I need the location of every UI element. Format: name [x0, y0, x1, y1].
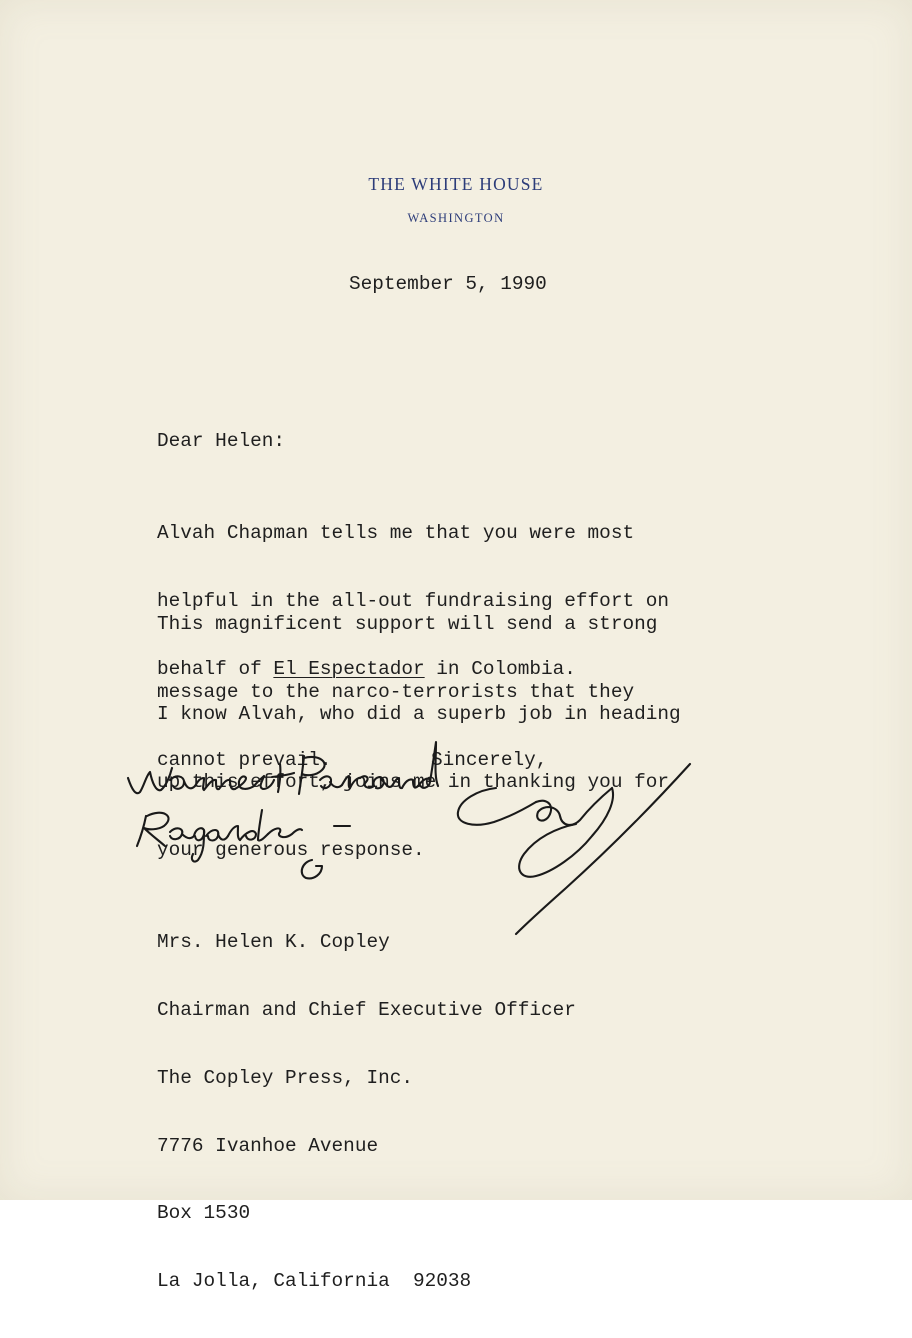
letter-date: September 5, 1990: [349, 273, 547, 295]
address-line: Chairman and Chief Executive Officer: [157, 998, 576, 1021]
body-paragraph-3: [157, 658, 681, 907]
recipient-address: [157, 886, 576, 1338]
address-line: Box 1530: [157, 1202, 251, 1225]
paragraph-text: behalf of: [157, 657, 274, 680]
paragraph-line: your generous response.: [157, 838, 425, 861]
paragraph-line: This magnificent support will send a strong: [157, 613, 658, 636]
salutation: Dear Helen:: [157, 430, 285, 452]
paragraph-line: helpful in the all-out fundraising effort on: [157, 589, 669, 612]
paragraph-line: Alvah Chapman tells me that you were most: [157, 522, 635, 545]
paragraph-line: I know Alvah, who did a superb job in heading: [157, 703, 681, 726]
address-line: La Jolla, California 92038: [157, 1270, 472, 1293]
paragraph-line: cannot prevail.: [157, 748, 332, 771]
newspaper-title: El Espectador: [273, 657, 425, 680]
closing: Sincerely,: [431, 749, 548, 771]
address-line: 7776 Ivanhoe Avenue: [157, 1134, 379, 1157]
address-line: Mrs. Helen K. Copley: [157, 931, 390, 954]
paragraph-line: up this effort, joins me in thanking you for: [157, 770, 669, 793]
letterhead-title: THE WHITE HOUSE: [368, 174, 544, 194]
paragraph-line: message to the narco-terrorists that they: [157, 680, 635, 703]
paragraph-text: in Colombia.: [424, 657, 576, 680]
letterhead-city: WASHINGTON: [407, 211, 505, 225]
address-line: The Copley Press, Inc.: [157, 1066, 413, 1089]
